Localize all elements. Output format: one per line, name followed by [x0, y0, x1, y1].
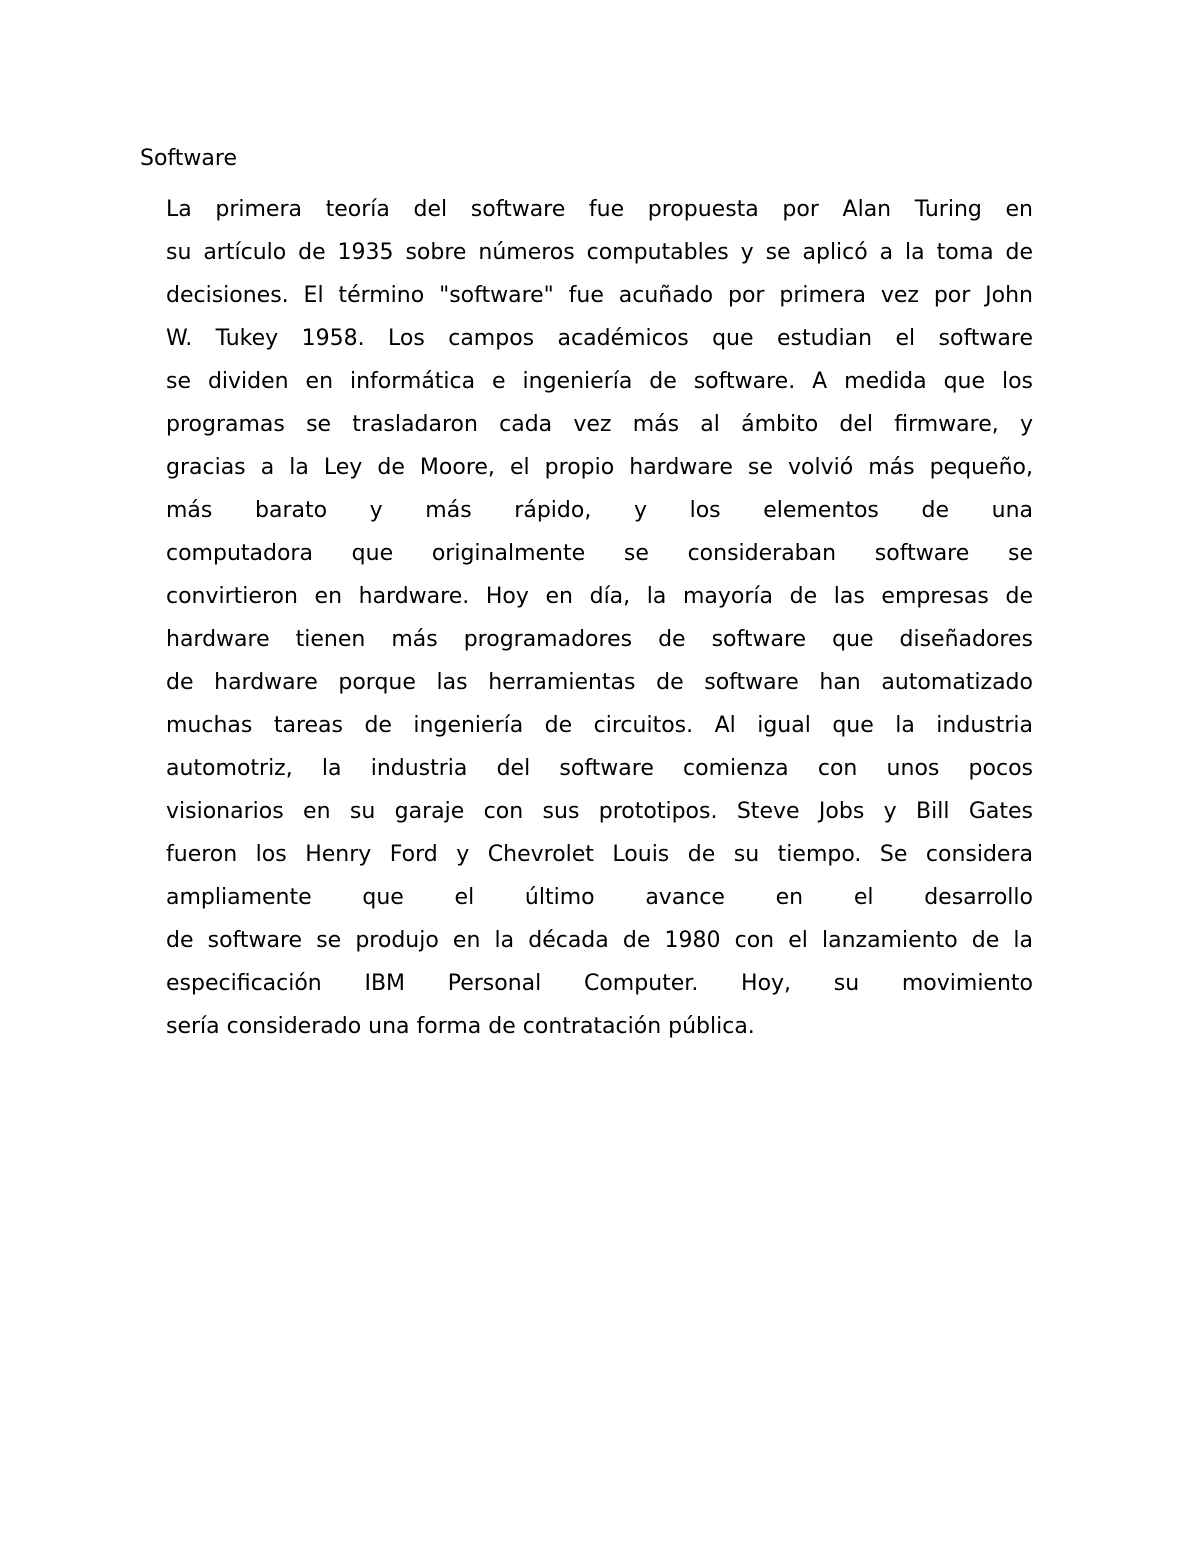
- document-title: Software: [140, 146, 237, 171]
- paragraph-line: computadora que originalmente se consideraban software se: [166, 541, 1033, 566]
- paragraph-line: fueron los Henry Ford y Chevrolet Louis de su tiempo. Se considera: [166, 842, 1033, 867]
- paragraph-line: La primera teoría del software fue propuesta por Alan Turing en: [166, 197, 1033, 222]
- paragraph-line: visionarios en su garaje con sus prototipos. Steve Jobs y Bill Gates: [166, 799, 1033, 824]
- paragraph-line: decisiones. El término "software" fue acuñado por primera vez por John: [166, 283, 1033, 308]
- paragraph-line: W. Tukey 1958. Los campos académicos que estudian el software: [166, 326, 1033, 351]
- paragraph-line: programas se trasladaron cada vez más al ámbito del firmware, y: [166, 412, 1033, 437]
- paragraph-line: su artículo de 1935 sobre números computables y se aplicó a la toma de: [166, 240, 1033, 265]
- paragraph-line: de software se produjo en la década de 1980 con el lanzamiento de la: [166, 928, 1033, 953]
- paragraph-line: sería considerado una forma de contratación pública.: [166, 1014, 755, 1039]
- paragraph-line: ampliamente que el último avance en el desarrollo: [166, 885, 1033, 910]
- paragraph-line: se dividen en informática e ingeniería de software. A medida que los: [166, 369, 1033, 394]
- paragraph-line: gracias a la Ley de Moore, el propio hardware se volvió más pequeño,: [166, 455, 1033, 480]
- document-paragraph: [166, 192, 1033, 1052]
- paragraph-line: convirtieron en hardware. Hoy en día, la mayoría de las empresas de: [166, 584, 1033, 609]
- paragraph-line: de hardware porque las herramientas de software han automatizado: [166, 670, 1033, 695]
- paragraph-line: muchas tareas de ingeniería de circuitos. Al igual que la industria: [166, 713, 1033, 738]
- paragraph-line: más barato y más rápido, y los elementos de una: [166, 498, 1033, 523]
- paragraph-line: automotriz, la industria del software comienza con unos pocos: [166, 756, 1033, 781]
- paragraph-line: especificación IBM Personal Computer. Hoy, su movimiento: [166, 971, 1033, 996]
- paragraph-line: hardware tienen más programadores de software que diseñadores: [166, 627, 1033, 652]
